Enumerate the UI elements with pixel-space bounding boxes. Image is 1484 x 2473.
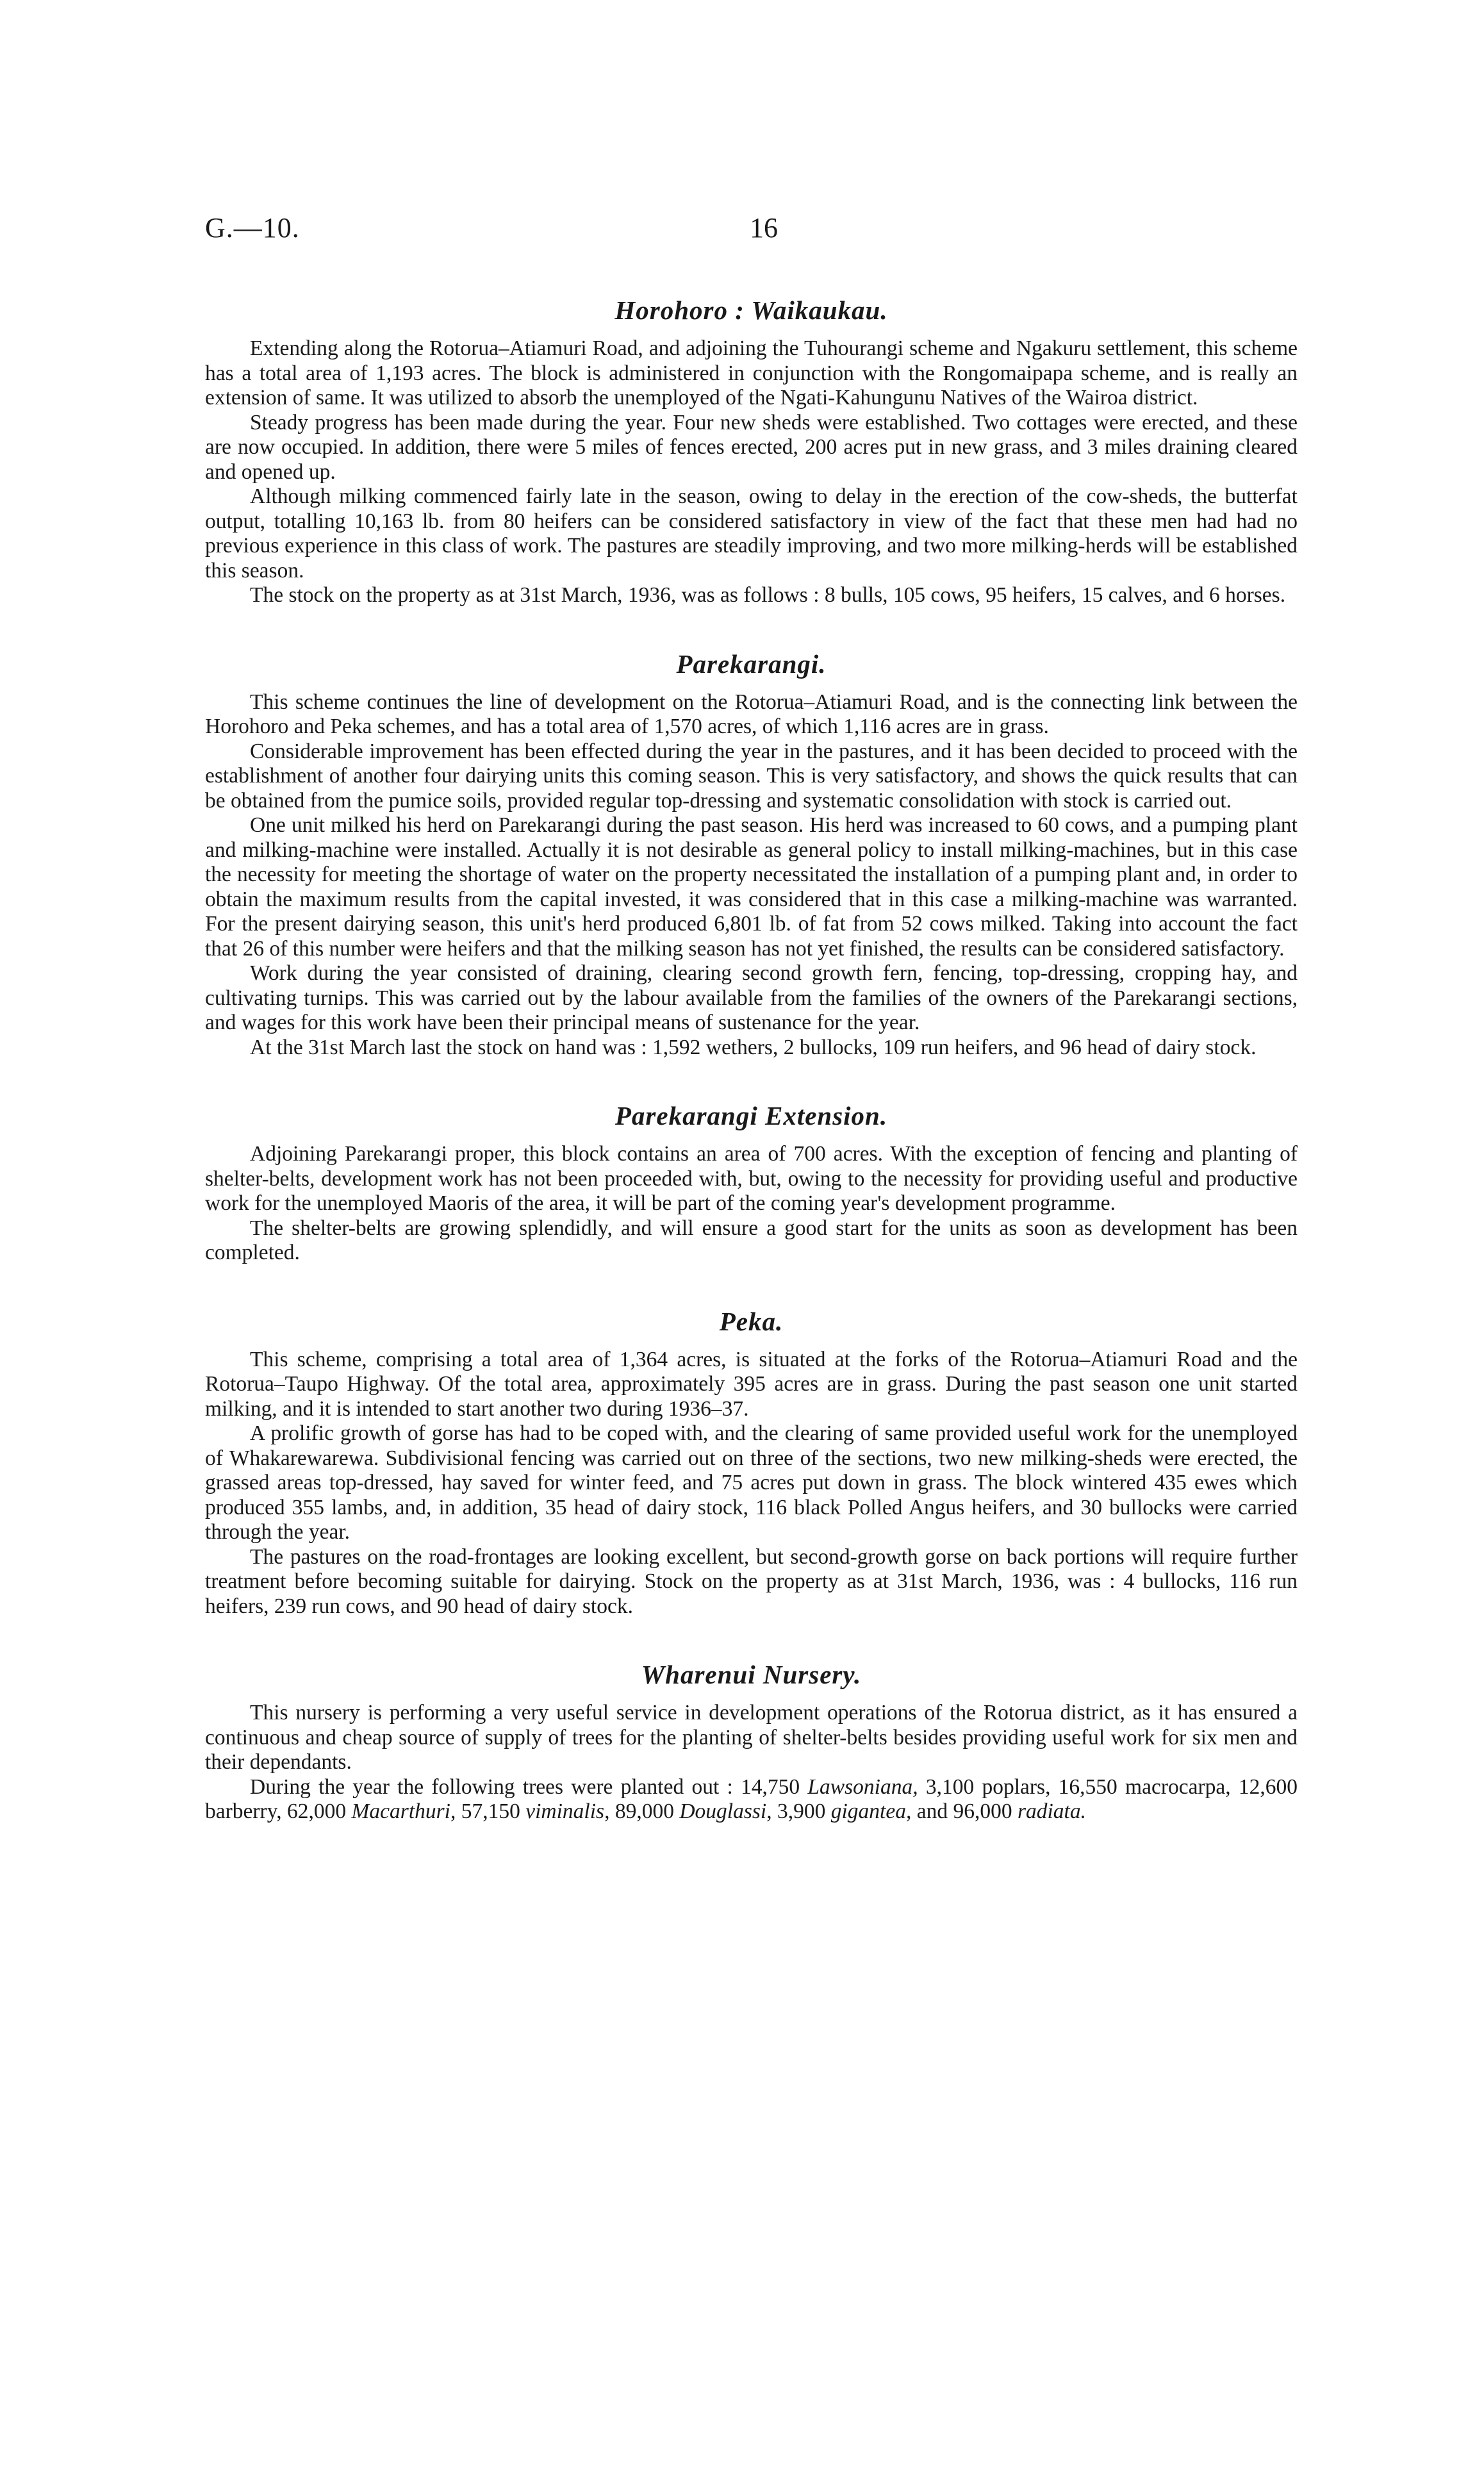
- text-run: 89,000: [609, 1799, 680, 1823]
- paragraph: Extending along the Rotorua–Atiamuri Road, and adjoining the Tuhourangi scheme and Ngakuru settlement, this scheme has a total area of 1,193 acres. The block is administered in conjunction with the Rongomaipapa scheme, and is really an extension of same. It was utilized to absorb the unemployed of the Ngati-Kahungunu Natives of the Wairoa district.: [205, 336, 1298, 409]
- paragraph: This scheme, comprising a total area of 1,364 acres, is situated at the forks of the Rotorua–Atiamuri Road and the Rotorua–Taupo Highway. Of the total area, approximately 395 acres are in grass. During the past season one unit started milking, and it is intended to start another two during 1936–37.: [205, 1347, 1298, 1421]
- paragraph: A prolific growth of gorse has had to be coped with, and the clearing of same provided useful work for the unemployed of Whakarewarewa. Subdivisional fencing was carried out on three of the sections, two new milking-sheds were erected, the grassed areas top-dressed, hay saved for winter feed, and 75 acres put down in grass. The block wintered 435 ewes which produced 355 lambs, and, in addition, 35 head of dairy stock, 116 black Polled Angus heifers, and 30 bullocks were carried through the year.: [205, 1421, 1298, 1544]
- paragraph: Adjoining Parekarangi proper, this block contains an area of 700 acres. With the exception of fencing and planting of shelter-belts, development work has not been proceeded with, but, owing to the necessity for providing useful and productive work for the unemployed Maoris of the area, it will be part of the coming year's development programme.: [205, 1142, 1298, 1215]
- text-run: 3,100 poplars, 16,550 macrocarpa, 12,600 barberry, 62,000: [205, 1774, 1298, 1823]
- species-name: gigantea,: [830, 1799, 912, 1823]
- section-parekarangi: [205, 645, 1298, 1061]
- section-title: Peka.: [719, 1306, 784, 1336]
- paragraph: Steady progress has been made during the year. Four new sheds were established. Two cottages were erected, and these are now occupied. In addition, there were 5 miles of fences erected, 200 acres put in new grass, and 3 miles draining cleared and opened up.: [205, 410, 1298, 484]
- paragraph: This nursery is performing a very useful service in development operations of the Rotorua district, as it has ensured a continuous and cheap source of supply of trees for the planting of shelter-belts besides providing useful work for six men and their dependants.: [205, 1701, 1298, 1774]
- text-run: and 96,000: [911, 1799, 1018, 1823]
- text-run: 57,150: [456, 1799, 526, 1823]
- paragraph-trees-planted: [205, 1775, 1298, 1824]
- document-reference: G.—10.: [205, 212, 300, 244]
- section-title: Parekarangi.: [676, 649, 827, 679]
- page-content: [205, 292, 1298, 1824]
- page-number: 16: [750, 212, 778, 244]
- paragraph: This scheme continues the line of development on the Rotorua–Atiamuri Road, and is the connecting link between the Horohoro and Peka schemes, and has a total area of 1,570 acres, of which 1,116 acres are in grass.: [205, 690, 1298, 738]
- paragraph: One unit milked his herd on Parekarangi during the past season. His herd was increased to 60 cows, and a pumping plant and milking-machine were installed. Actually it is not desirable as general policy to install milking-machines, but in this case the necessity for meeting the shortage of water on the property necessitated the installation of a pumping plant and, in order to obtain the maximum results from the capital invested, it was considered that in this case a milking-machine was warranted. For the present dairying season, this unit's herd produced 6,801 lb. of fat from 52 cows milked. Taking into account the fact that 26 of this number were heifers and that the milking season has not yet finished, the results can be considered satisfactory.: [205, 813, 1298, 961]
- paragraph: The stock on the property as at 31st March, 1936, was as follows : 8 bulls, 105 cows, 95 heifers, 15 calves, and 6 horses.: [250, 583, 1286, 607]
- text-run: 3,900: [771, 1799, 831, 1823]
- section-title: Wharenui Nursery.: [641, 1660, 862, 1689]
- paragraph: Work during the year consisted of draining, clearing second growth fern, fencing, top-dressing, cropping hay, and cultivating turnips. This was carried out by the labour available from the families of the owners of the Parekarangi sections, and wages for this work have been their principal means of sustenance for the year.: [205, 961, 1298, 1034]
- section-parekarangi-extension: [205, 1097, 1298, 1266]
- section-title: Parekarangi Extension.: [614, 1101, 888, 1130]
- species-name: Lawsoniana,: [807, 1774, 918, 1799]
- section-horohoro-waikaukau: [205, 292, 1298, 608]
- paragraph: At the 31st March last the stock on hand was : 1,592 wethers, 2 bullocks, 109 run heifers, and 96 head of dairy stock.: [250, 1035, 1257, 1059]
- paragraph: The pastures on the road-frontages are looking excellent, but second-growth gorse on back portions will require further treatment before becoming suitable for dairying. Stock on the property as at 31st March, 1936, was : 4 bullocks, 116 run heifers, 239 run cows, and 90 head of dairy stock.: [205, 1544, 1298, 1618]
- species-name: radiata.: [1017, 1799, 1086, 1823]
- paragraph: Considerable improvement has been effected during the year in the pastures, and it has been decided to proceed with the establishment of another four dairying units this coming season. This is very satisfactory, and shows the quick results that can be obtained from the pumice soils, provided regular top-dressing and systematic consolidation with stock is carried out.: [205, 739, 1298, 813]
- paragraph: The shelter-belts are growing splendidly, and will ensure a good start for the units as soon as development has been completed.: [205, 1216, 1298, 1264]
- text-run: During the year the following trees were planted out : 14,750: [250, 1774, 808, 1799]
- paragraph: Although milking commenced fairly late in the season, owing to delay in the erection of the cow-sheds, the butterfat output, totalling 10,163 lb. from 80 heifers can be considered satisfactory in view of the fact that these men had had no previous experience in this class of work. The pastures are steadily improving, and two more milking-herds will be established this season.: [205, 484, 1298, 583]
- section-wharenui-nursery: [205, 1656, 1298, 1824]
- page-header: [205, 211, 1294, 250]
- species-name: Douglassi,: [679, 1799, 772, 1823]
- section-title: Horohoro : Waikaukau.: [614, 295, 888, 325]
- species-name: Macarthuri,: [351, 1799, 456, 1823]
- section-peka: [205, 1303, 1298, 1619]
- species-name: viminalis,: [525, 1799, 610, 1823]
